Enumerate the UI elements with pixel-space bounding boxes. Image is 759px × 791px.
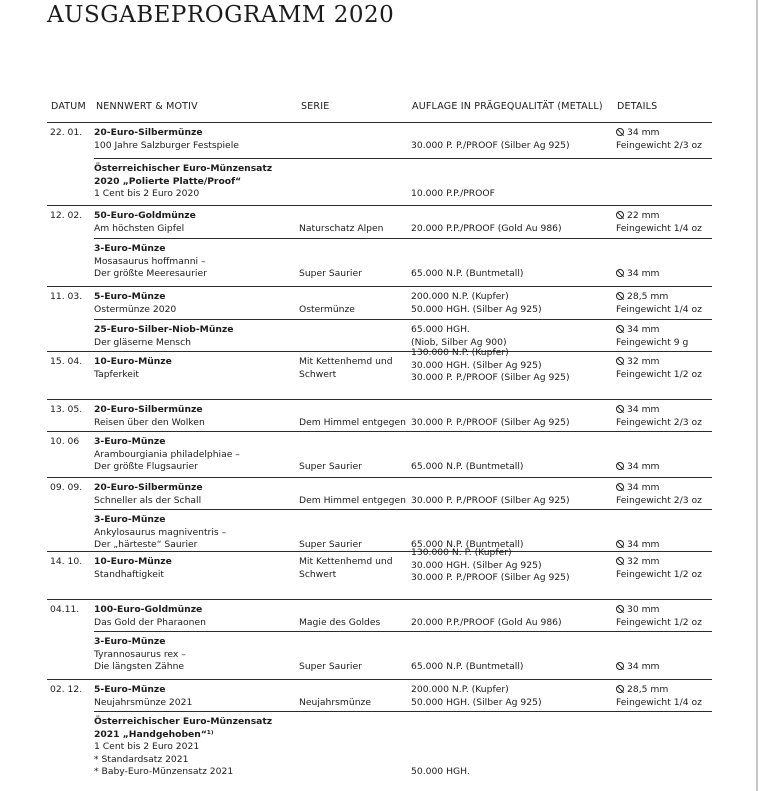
row-divider bbox=[47, 122, 712, 123]
weight-cell: Feingewicht 1/4 oz bbox=[616, 303, 702, 315]
auflage-cell: (Niob, Silber Ag 900) bbox=[411, 336, 507, 348]
coin-name: 3-Euro-Münze bbox=[94, 636, 166, 647]
coin-motif: Standhaftigkeit bbox=[94, 568, 165, 580]
diameter-cell bbox=[616, 324, 660, 337]
series-cell: Super Saurier bbox=[299, 268, 362, 279]
coin-motif-line2: * Standardsatz 2021 bbox=[94, 753, 189, 765]
coin-motif: Arambourgiania philadelphiae – bbox=[94, 448, 240, 460]
series-cell-line2: Schwert bbox=[299, 568, 337, 580]
coin-motif-line2: Der größte Flugsaurier bbox=[94, 461, 198, 472]
diameter-value: 34 mm bbox=[627, 404, 660, 415]
diameter-icon bbox=[616, 269, 624, 277]
diameter-cell bbox=[616, 356, 660, 369]
diameter-icon bbox=[616, 211, 624, 219]
series-cell: Dem Himmel entgegen bbox=[299, 494, 406, 506]
diameter-value: 34 mm bbox=[627, 127, 660, 138]
auflage-cell: 30.000 HGH. (Silber Ag 925) bbox=[411, 359, 542, 371]
diameter-icon bbox=[616, 357, 624, 365]
diameter-value: 30 mm bbox=[627, 604, 660, 615]
coin-motif: Der gläserne Mensch bbox=[94, 336, 191, 348]
diameter-value: 34 mm bbox=[627, 268, 660, 279]
auflage-cell: 65.000 N.P. (Buntmetall) bbox=[411, 461, 524, 472]
auflage-cell: 50.000 HGH. bbox=[411, 766, 470, 777]
coin-name-line2: 2020 „Polierte Platte/Proof“ bbox=[94, 175, 242, 187]
row-divider bbox=[47, 399, 712, 400]
weight-cell: Feingewicht 9 g bbox=[616, 336, 689, 348]
row-divider bbox=[94, 631, 712, 632]
series-cell-line2: Schwert bbox=[299, 368, 337, 380]
date-cell: 09. 09. bbox=[50, 482, 83, 493]
series-cell: Mit Kettenhemd und bbox=[299, 556, 393, 567]
diameter-cell bbox=[616, 661, 660, 674]
weight-cell: Feingewicht 2/3 oz bbox=[616, 416, 702, 428]
weight-cell: Feingewicht 1/4 oz bbox=[616, 222, 702, 234]
row-divider bbox=[47, 431, 712, 432]
auflage-cell: 20.000 P.P./PROOF (Gold Au 986) bbox=[411, 616, 562, 628]
diameter-icon bbox=[616, 605, 624, 613]
diameter-value: 34 mm bbox=[627, 482, 660, 493]
date-cell: 12. 02. bbox=[50, 210, 83, 221]
date-cell: 22. 01. bbox=[50, 127, 83, 138]
coin-motif-line2: Der größte Meeresaurier bbox=[94, 268, 207, 279]
coin-name-line2: 2021 „Handgehoben“¹⁾ bbox=[94, 728, 214, 740]
row-divider bbox=[94, 509, 712, 510]
weight-cell: Feingewicht 1/2 oz bbox=[616, 616, 702, 628]
coin-motif: Tyrannosaurus rex – bbox=[94, 648, 186, 660]
diameter-value: 34 mm bbox=[627, 461, 660, 472]
diameter-icon bbox=[616, 685, 624, 693]
date-cell: 14. 10. bbox=[50, 556, 83, 567]
header-auflage: AUFLAGE IN PRÄGEQUALITÄT (METALL) bbox=[412, 101, 603, 112]
series-cell: Super Saurier bbox=[299, 661, 362, 672]
auflage-cell: 130.000 N. P. (Kupfer) bbox=[411, 547, 512, 558]
coin-motif: 1 Cent bis 2 Euro 2021 bbox=[94, 741, 200, 752]
diameter-icon bbox=[616, 557, 624, 565]
date-cell: 15. 04. bbox=[50, 356, 83, 367]
diameter-value: 32 mm bbox=[627, 556, 660, 567]
coin-motif: 100 Jahre Salzburger Festspiele bbox=[94, 139, 239, 151]
header-nennwert: NENNWERT & MOTIV bbox=[96, 101, 198, 112]
coin-name: Österreichischer Euro-Münzensatz bbox=[94, 163, 273, 174]
coin-motif: Reisen über den Wolken bbox=[94, 416, 205, 428]
coin-motif: Das Gold der Pharaonen bbox=[94, 616, 206, 628]
row-divider bbox=[47, 551, 712, 552]
coin-name: Österreichischer Euro-Münzensatz bbox=[94, 716, 273, 727]
coin-name: 20-Euro-Silbermünze bbox=[94, 404, 203, 415]
series-cell: Mit Kettenhemd und bbox=[299, 356, 393, 367]
series-cell: Neujahrsmünze bbox=[299, 696, 371, 708]
coin-name: 10-Euro-Münze bbox=[94, 356, 172, 367]
coin-name: 50-Euro-Goldmünze bbox=[94, 210, 196, 221]
diameter-icon bbox=[616, 292, 624, 300]
coin-name: 100-Euro-Goldmünze bbox=[94, 604, 203, 615]
auflage-cell: 30.000 HGH. (Silber Ag 925) bbox=[411, 559, 542, 571]
diameter-value: 34 mm bbox=[627, 661, 660, 672]
auflage-cell: 30.000 P. P./PROOF (Silber Ag 925) bbox=[411, 572, 570, 583]
row-divider bbox=[94, 238, 712, 239]
diameter-icon bbox=[616, 405, 624, 413]
coin-name: 5-Euro-Münze bbox=[94, 291, 166, 302]
date-cell: 10. 06 bbox=[50, 436, 80, 447]
series-cell: Ostermünze bbox=[299, 303, 355, 315]
auflage-cell: 130.000 N.P. (Kupfer) bbox=[411, 347, 509, 358]
auflage-cell: 65.000 N.P. (Buntmetall) bbox=[411, 539, 524, 550]
coin-motif-line2: Der „härteste“ Saurier bbox=[94, 539, 198, 550]
row-divider bbox=[47, 351, 712, 352]
diameter-cell bbox=[616, 461, 660, 474]
weight-cell: Feingewicht 1/4 oz bbox=[616, 696, 702, 708]
diameter-value: 28,5 mm bbox=[627, 684, 669, 695]
row-divider bbox=[47, 679, 712, 680]
auflage-cell: 65.000 N.P. (Buntmetall) bbox=[411, 268, 524, 279]
date-cell: 13. 05. bbox=[50, 404, 83, 415]
diameter-cell bbox=[616, 482, 660, 495]
coin-motif: Schneller als der Schall bbox=[94, 494, 202, 506]
coin-motif: Ostermünze 2020 bbox=[94, 303, 177, 315]
date-cell: 04.11. bbox=[50, 604, 80, 615]
diameter-cell bbox=[616, 210, 660, 223]
date-cell: 02. 12. bbox=[50, 684, 83, 695]
date-cell: 11. 03. bbox=[50, 291, 83, 302]
series-cell: Magie des Goldes bbox=[299, 616, 381, 628]
series-cell: Naturschatz Alpen bbox=[299, 222, 384, 234]
coin-motif-line2: Die längsten Zähne bbox=[94, 661, 185, 672]
diameter-cell bbox=[616, 684, 668, 697]
coin-name: 10-Euro-Münze bbox=[94, 556, 172, 567]
page-edge bbox=[756, 0, 758, 791]
diameter-value: 22 mm bbox=[627, 210, 660, 221]
coin-name: 3-Euro-Münze bbox=[94, 514, 166, 525]
row-divider bbox=[47, 286, 712, 287]
auflage-cell: 20.000 P.P./PROOF (Gold Au 986) bbox=[411, 222, 562, 234]
coin-motif: 1 Cent bis 2 Euro 2020 bbox=[94, 188, 200, 199]
coin-name: 25-Euro-Silber-Niob-Münze bbox=[94, 324, 234, 335]
page-title: AUSGABEPROGRAMM 2020 bbox=[47, 2, 395, 28]
diameter-value: 34 mm bbox=[627, 324, 660, 335]
diameter-cell bbox=[616, 291, 668, 304]
diameter-icon bbox=[616, 325, 624, 333]
coin-motif: Mosasaurus hoffmanni – bbox=[94, 255, 206, 267]
series-cell: Super Saurier bbox=[299, 539, 362, 550]
coin-motif: Tapferkeit bbox=[94, 368, 140, 380]
diameter-cell bbox=[616, 556, 660, 569]
coin-motif-line3: * Baby-Euro-Münzensatz 2021 bbox=[94, 766, 234, 777]
header-details: DETAILS bbox=[617, 101, 658, 112]
diameter-icon bbox=[616, 540, 624, 548]
row-divider bbox=[47, 477, 712, 478]
row-divider bbox=[47, 599, 712, 600]
diameter-icon bbox=[616, 128, 624, 136]
coin-name: 3-Euro-Münze bbox=[94, 436, 166, 447]
diameter-cell bbox=[616, 127, 660, 140]
row-divider bbox=[94, 158, 712, 159]
diameter-value: 32 mm bbox=[627, 356, 660, 367]
diameter-cell bbox=[616, 539, 660, 552]
diameter-cell bbox=[616, 404, 660, 417]
row-divider bbox=[94, 711, 712, 712]
weight-cell: Feingewicht 2/3 oz bbox=[616, 139, 702, 151]
weight-cell: Feingewicht 2/3 oz bbox=[616, 494, 702, 506]
coin-motif: Neujahrsmünze 2021 bbox=[94, 696, 193, 708]
diameter-cell bbox=[616, 604, 660, 617]
coin-name: 20-Euro-Silbermünze bbox=[94, 127, 203, 138]
auflage-cell: 30.000 P. P./PROOF (Silber Ag 925) bbox=[411, 139, 570, 151]
diameter-icon bbox=[616, 483, 624, 491]
diameter-icon bbox=[616, 462, 624, 470]
row-divider bbox=[94, 319, 712, 320]
auflage-cell: 30.000 P. P./PROOF (Silber Ag 925) bbox=[411, 494, 570, 506]
diameter-cell bbox=[616, 268, 660, 281]
series-cell: Super Saurier bbox=[299, 461, 362, 472]
auflage-cell: 50.000 HGH. (Silber Ag 925) bbox=[411, 303, 542, 315]
auflage-cell: 65.000 N.P. (Buntmetall) bbox=[411, 661, 524, 672]
series-cell: Dem Himmel entgegen bbox=[299, 416, 406, 428]
header-serie: SERIE bbox=[301, 101, 330, 112]
coin-motif: Am höchsten Gipfel bbox=[94, 222, 185, 234]
coin-name: 3-Euro-Münze bbox=[94, 243, 166, 254]
auflage-cell: 30.000 P. P./PROOF (Silber Ag 925) bbox=[411, 372, 570, 383]
auflage-cell: 50.000 HGH. (Silber Ag 925) bbox=[411, 696, 542, 708]
auflage-cell: 200.000 N.P. (Kupfer) bbox=[411, 684, 509, 695]
diameter-icon bbox=[616, 662, 624, 670]
weight-cell: Feingewicht 1/2 oz bbox=[616, 368, 702, 380]
auflage-cell: 10.000 P.P./PROOF bbox=[411, 188, 495, 199]
coin-motif: Ankylosaurus magniventris – bbox=[94, 526, 227, 538]
coin-name: 5-Euro-Münze bbox=[94, 684, 166, 695]
diameter-value: 28,5 mm bbox=[627, 291, 669, 302]
weight-cell: Feingewicht 1/2 oz bbox=[616, 568, 702, 580]
auflage-cell: 30.000 P. P./PROOF (Silber Ag 925) bbox=[411, 416, 570, 428]
auflage-cell: 65.000 HGH. bbox=[411, 324, 470, 335]
row-divider bbox=[47, 205, 712, 206]
diameter-value: 34 mm bbox=[627, 539, 660, 550]
header-datum: DATUM bbox=[51, 101, 86, 112]
auflage-cell: 200.000 N.P. (Kupfer) bbox=[411, 291, 509, 302]
coin-name: 20-Euro-Silbermünze bbox=[94, 482, 203, 493]
